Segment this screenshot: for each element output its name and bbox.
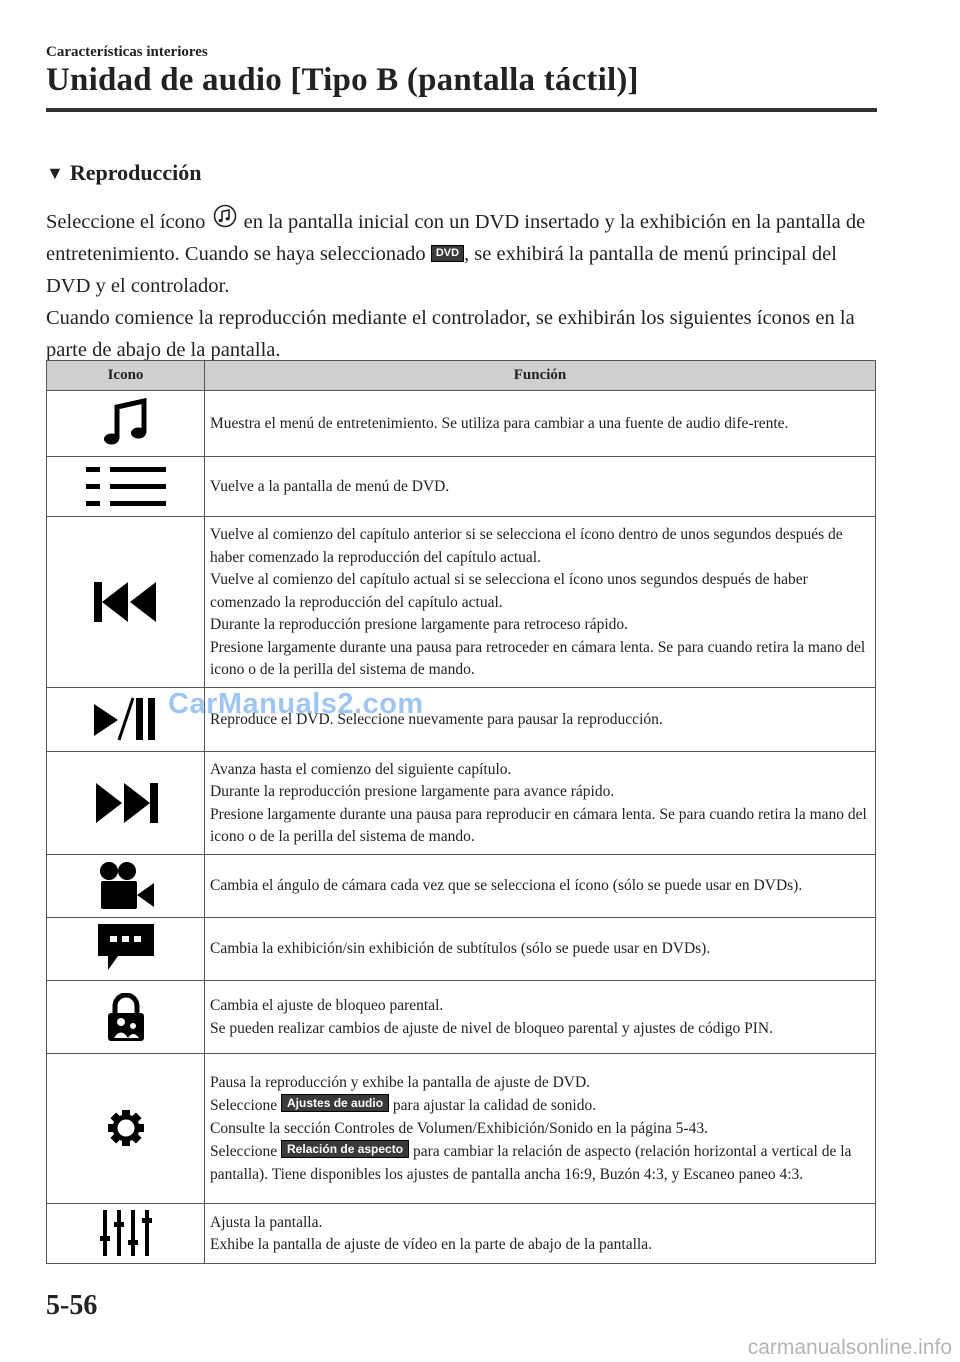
table-header-row (47, 361, 876, 391)
intro-p2: Cuando comience la reproducción mediante el controlador, se exhibirán los siguientes íconos en la parte de abajo de la pantalla. (46, 307, 855, 361)
music-note-icon (100, 398, 152, 450)
parental-lock-icon (106, 993, 146, 1041)
table-row (47, 517, 876, 688)
function-cell (205, 517, 876, 688)
function-text: Consulte la sección Controles de Volumen/Exhibición/Sonido en la página 5-43. (210, 1119, 708, 1137)
subheading (46, 160, 201, 186)
function-cell (205, 1053, 876, 1203)
function-text: Vuelve a la pantalla de menú de DVD. (210, 478, 450, 496)
audio-suffix: para ajustar la calidad de sonido. (392, 1097, 597, 1115)
function-text (210, 1094, 871, 1118)
header-function: Función (205, 361, 876, 391)
table-row (47, 980, 876, 1053)
intro-p1-a: Seleccione el ícono (46, 211, 206, 233)
page-number: 5-56 (46, 1290, 98, 1321)
camera-angle-icon (96, 861, 156, 911)
table-row (47, 751, 876, 854)
title-divider (46, 108, 877, 112)
table-row (47, 1053, 876, 1203)
icon-cell (47, 854, 205, 917)
select-prefix: Seleccione (210, 1097, 278, 1115)
function-cell (205, 751, 876, 854)
header-icon: Icono (47, 361, 205, 391)
audio-settings-key-badge: Ajustes de audio (281, 1094, 389, 1112)
video-adjust-icon (100, 1210, 152, 1256)
function-cell (205, 457, 876, 517)
icon-cell (47, 751, 205, 854)
footer-watermark: carmanualsonline.info (747, 1336, 952, 1359)
function-table (46, 360, 876, 1264)
function-text: Durante la reproducción presione largamente para retroceso rápido. (210, 616, 629, 633)
function-text: Vuelve al comienzo del capítulo actual si se selecciona el ícono unos segundos después de haber comenzado la reproducción del capítulo actual. (210, 571, 808, 611)
intro-text (46, 204, 876, 366)
function-cell (205, 980, 876, 1053)
function-cell (205, 391, 876, 457)
function-cell (205, 854, 876, 917)
function-text (210, 1140, 871, 1186)
settings-gear-icon (106, 1108, 146, 1148)
intro-p1-c: , se exhibirá la pantalla de menú principal del DVD y el controlador. (46, 243, 837, 297)
function-text: Vuelve al comienzo del capítulo anterior si se selecciona el ícono dentro de unos segundos después de haber comenzado la reproducción del capítulo actual. (210, 526, 843, 566)
function-text: Presione largamente durante una pausa para retroceder en cámara lenta. Se para cuando retira la mano del icono o de la perilla del sistema de mando. (210, 638, 866, 678)
function-text: Presione largamente durante una pausa para reproducir en cámara lenta. Se para cuando retira la mano del icono o de la perilla del sistema de mando. (210, 805, 867, 845)
table-row (47, 391, 876, 457)
function-text: Se pueden realizar cambios de ajuste de nivel de bloqueo parental y ajustes de código PIN. (210, 1019, 773, 1037)
function-text: Cambia el ángulo de cámara cada vez que se selecciona el ícono (sólo se puede usar en DVDs). (210, 877, 803, 895)
function-cell (205, 917, 876, 980)
icon-cell (47, 917, 205, 980)
play-pause-icon (94, 696, 158, 742)
menu-list-icon (86, 467, 166, 507)
function-text: Exhibe la pantalla de ajuste de vídeo en la parte de abajo de la pantalla. (210, 1236, 652, 1253)
dvd-key-badge: DVD (431, 245, 464, 262)
function-text: Reproduce el DVD. Seleccione nuevamente para pausar la reproducción. (210, 710, 663, 728)
intro-p1-b: en la pantalla inicial con un DVD insertado y la exhibición en la pantalla de entretenimiento. Cuando se haya seleccionado (46, 211, 866, 265)
icon-cell (47, 391, 205, 457)
function-text: Avanza hasta el comienzo del siguiente capítulo. (210, 760, 512, 778)
table-row (47, 854, 876, 917)
subtitle-icon (98, 924, 154, 974)
function-text: Ajusta la pantalla. (210, 1213, 323, 1231)
table-row (47, 917, 876, 980)
function-text: Durante la reproducción presione largamente para avance rápido. (210, 783, 615, 800)
skip-previous-icon (94, 582, 158, 622)
function-text: Pausa la reproducción y exhibe la pantalla de ajuste de DVD. (210, 1073, 591, 1091)
skip-next-icon (94, 783, 158, 823)
triangle-marker-icon: ▼ (46, 163, 64, 183)
icon-cell (47, 517, 205, 688)
section-label: Características interiores (46, 44, 208, 60)
icon-cell (47, 980, 205, 1053)
music-note-inline-icon (213, 204, 237, 230)
subheading-text: Reproducción (69, 160, 202, 185)
watermark: CarManuals2.com (168, 688, 424, 720)
function-text: Cambia el ajuste de bloqueo parental. (210, 997, 444, 1014)
table-row (47, 1203, 876, 1263)
icon-cell (47, 1053, 205, 1203)
function-text: Muestra el menú de entretenimiento. Se utiliza para cambiar a una fuente de audio dife-rente. (210, 415, 789, 433)
select-prefix: Seleccione (210, 1143, 278, 1161)
icon-cell (47, 1203, 205, 1263)
icon-cell (47, 457, 205, 517)
table-row (47, 457, 876, 517)
aspect-ratio-key-badge: Relación de aspecto (281, 1140, 409, 1158)
page-title: Unidad de audio [Tipo B (pantalla táctil)] (46, 62, 639, 98)
function-text: Cambia la exhibición/sin exhibición de subtítulos (sólo se puede usar en DVDs). (210, 940, 711, 958)
aspect-suffix: para cambiar la relación de aspecto (relación horizontal a vertical de la pantalla). Tiene disponibles los ajustes de pantalla ancha 16:9, Buzón 4:3, y Escaneo paneo 4:3. (210, 1143, 852, 1183)
function-cell (205, 1203, 876, 1263)
